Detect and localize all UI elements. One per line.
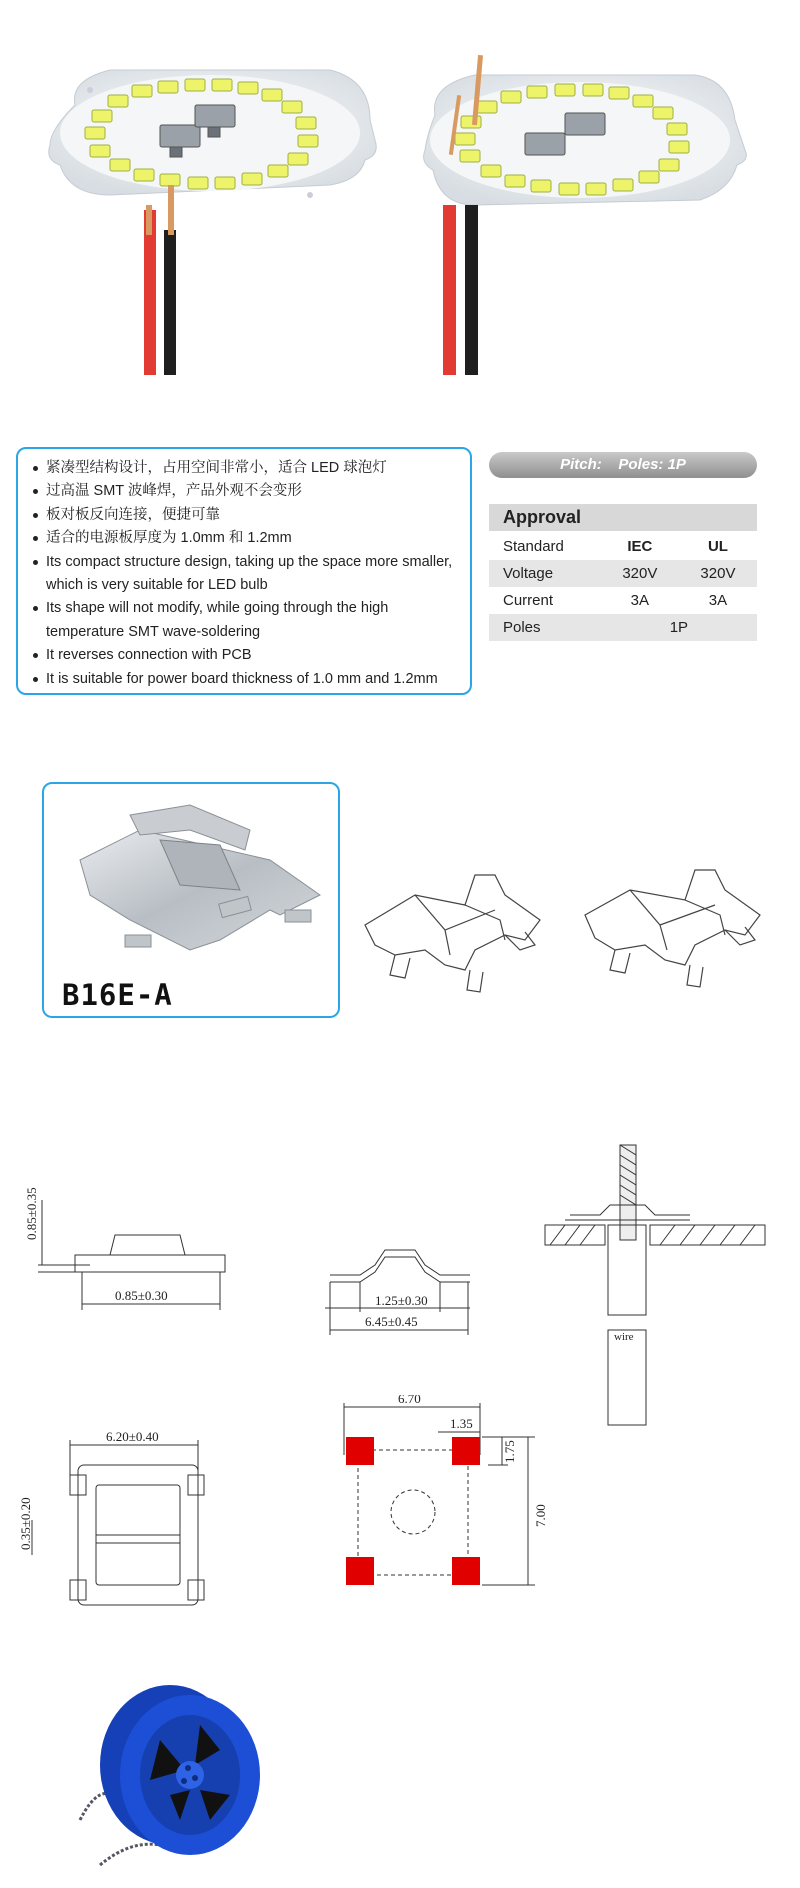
dim-pad-width-label: 6.70	[398, 1395, 421, 1406]
feature-item: Its shape will not modify, while going through the high temperature SMT wave-soldering	[32, 597, 458, 644]
row-label: Voltage	[489, 560, 601, 587]
table-row	[489, 533, 757, 560]
approval-table	[489, 504, 757, 641]
feature-item: 紧凑型结构设计，占用空间非常小，适合 LED 球泡灯	[32, 457, 458, 480]
connector-line-drawing-2	[575, 850, 785, 1010]
pitch-label: Pitch:	[560, 456, 602, 473]
iec-value: 320V	[601, 560, 679, 587]
ul-value: 3A	[708, 592, 728, 609]
dim-pad-height-small-label: 1.75	[502, 1440, 517, 1463]
row-label: Poles	[489, 614, 601, 641]
profile-view-drawing	[320, 1240, 480, 1350]
pad-layout-drawing	[330, 1395, 560, 1620]
side-view-drawing	[20, 1170, 230, 1320]
dim-side-offset-label: 0.35±0.20	[18, 1497, 33, 1550]
iec-value: 3A	[630, 592, 650, 609]
table-row	[489, 614, 757, 641]
table-row	[489, 587, 757, 614]
feature-item: 板对板反向连接，便捷可靠	[32, 504, 458, 527]
ul-header: UL	[707, 538, 728, 555]
pad-squares	[346, 1437, 480, 1585]
feature-list	[32, 457, 458, 691]
row-label: Standard	[503, 538, 564, 555]
dim-pitch-inner-label: 1.25±0.30	[375, 1293, 428, 1308]
table-row	[489, 560, 757, 587]
tape-reel-photo	[60, 1670, 290, 1880]
wire-label: wire	[614, 1331, 634, 1343]
connector-photo	[70, 800, 330, 960]
dim-pad-size-label: 1.35	[450, 1416, 473, 1431]
product-name: B16E-A	[62, 978, 173, 1012]
poles-value: 1P	[601, 614, 757, 641]
feature-item: Its compact structure design, taking up the space more smaller, which is very suitable for LED bulb	[32, 551, 458, 598]
feature-item: It is suitable for power board thickness of 1.0 mm and 1.2mm	[32, 668, 458, 691]
led-board-photo-left	[30, 45, 380, 405]
pitch-poles-bar	[489, 452, 757, 478]
dim-pad-height-label: 7.00	[533, 1504, 548, 1527]
iec-header: IEC	[627, 538, 653, 555]
led-board-photo-right	[405, 45, 755, 405]
dim-body-width-label: 6.20±0.40	[106, 1429, 159, 1444]
dim-overall-length-label: 6.45±0.45	[365, 1314, 418, 1329]
row-label: Current	[503, 592, 554, 609]
ul-value: 320V	[679, 560, 757, 587]
connector-line-drawing-1	[355, 850, 565, 1010]
feature-item: It reverses connection with PCB	[32, 644, 458, 667]
top-view-drawing	[18, 1425, 218, 1610]
feature-item: 适合的电源板厚度为 1.0mm 和 1.2mm	[32, 527, 458, 550]
dim-width-small-label: 0.85±0.30	[115, 1288, 168, 1303]
feature-list-box	[16, 447, 472, 695]
wire-cross-section-drawing	[540, 1140, 770, 1430]
poles-label: Poles: 1P	[618, 456, 686, 473]
feature-item: 过高温 SMT 波峰焊，产品外观不会变形	[32, 480, 458, 503]
approval-heading: Approval	[489, 504, 757, 531]
dim-height-label: 0.85±0.35	[24, 1187, 39, 1240]
